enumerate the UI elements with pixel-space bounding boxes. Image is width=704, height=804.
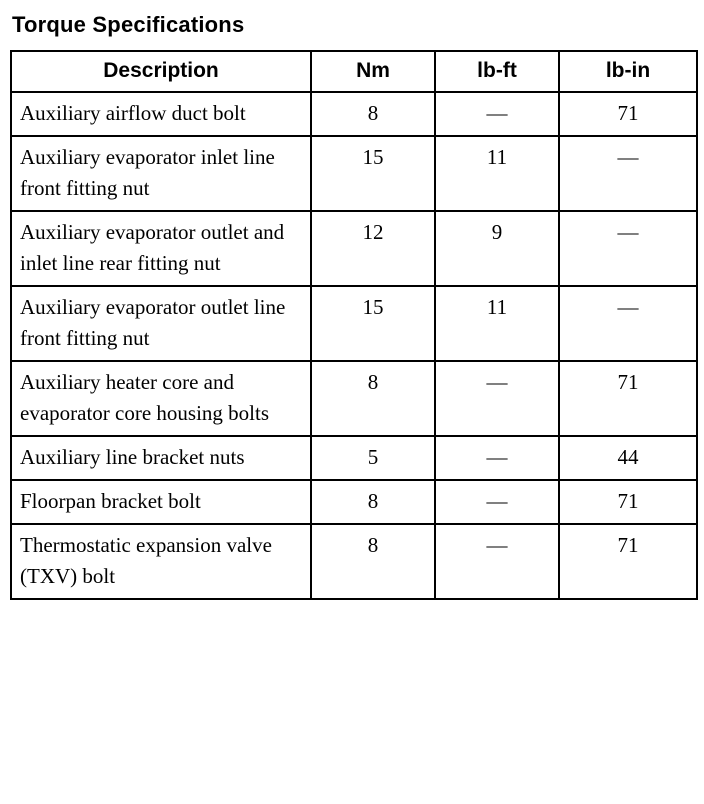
cell-lb-in: —: [559, 136, 697, 211]
table-row: [11, 480, 697, 524]
cell-description: Auxiliary heater core and evaporator core housing bolts: [11, 361, 311, 436]
cell-description: Auxiliary evaporator outlet and inlet line rear fitting nut: [11, 211, 311, 286]
cell-description: Auxiliary evaporator inlet line front fitting nut: [11, 136, 311, 211]
cell-description: Thermostatic expansion valve (TXV) bolt: [11, 524, 311, 599]
cell-description: Auxiliary airflow duct bolt: [11, 92, 311, 136]
cell-nm: 8: [311, 92, 435, 136]
cell-lb-ft: —: [435, 524, 559, 599]
page-title: Torque Specifications: [12, 12, 245, 37]
cell-nm: 12: [311, 211, 435, 286]
cell-nm: 5: [311, 436, 435, 480]
cell-description: Floorpan bracket bolt: [11, 480, 311, 524]
cell-nm: 8: [311, 524, 435, 599]
table-body: [11, 92, 697, 599]
table-row: [11, 524, 697, 599]
cell-lb-ft: —: [435, 436, 559, 480]
cell-lb-ft: —: [435, 92, 559, 136]
cell-nm: 15: [311, 136, 435, 211]
cell-lb-in: 71: [559, 361, 697, 436]
table-row: [11, 361, 697, 436]
cell-description: Auxiliary line bracket nuts: [11, 436, 311, 480]
cell-lb-in: 71: [559, 524, 697, 599]
header-nm: Nm: [311, 51, 435, 92]
cell-lb-ft: 11: [435, 136, 559, 211]
table-row: [11, 436, 697, 480]
table-header: [11, 51, 697, 92]
cell-nm: 8: [311, 361, 435, 436]
table-row: [11, 136, 697, 211]
cell-nm: 15: [311, 286, 435, 361]
cell-lb-ft: 9: [435, 211, 559, 286]
cell-nm: 8: [311, 480, 435, 524]
header-lb-ft: lb-ft: [435, 51, 559, 92]
cell-lb-ft: 11: [435, 286, 559, 361]
cell-lb-in: 71: [559, 92, 697, 136]
cell-description: Auxiliary evaporator outlet line front fitting nut: [11, 286, 311, 361]
cell-lb-in: —: [559, 211, 697, 286]
cell-lb-ft: —: [435, 361, 559, 436]
cell-lb-in: 71: [559, 480, 697, 524]
header-description: Description: [11, 51, 311, 92]
table-row: [11, 92, 697, 136]
torque-specifications-table: [10, 50, 698, 600]
header-lb-in: lb-in: [559, 51, 697, 92]
cell-lb-in: —: [559, 286, 697, 361]
table-row: [11, 286, 697, 361]
cell-lb-in: 44: [559, 436, 697, 480]
cell-lb-ft: —: [435, 480, 559, 524]
table-row: [11, 211, 697, 286]
header-row: [11, 51, 697, 92]
